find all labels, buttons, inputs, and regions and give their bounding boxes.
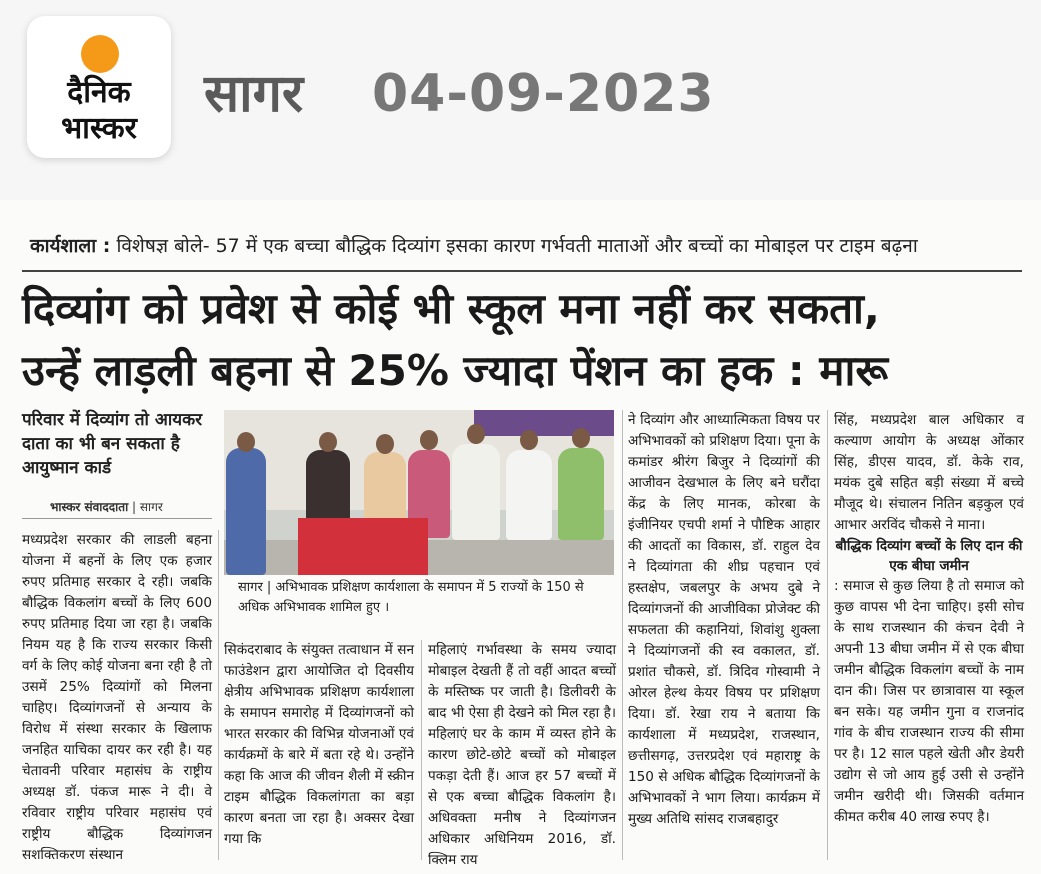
column-4-text: ने दिव्यांग और आध्यात्मिकता विषय पर अभिभावकों को प्रशिक्षण दिया। पूना के कमांडर श्रीरंग बिजुर ने दिव्यांगों की आजीवन देखभाल के लिए बने घरौंदा केंद्र के लिए मानक, कोरबा के इंजीनियर एचपी शर्मा ने पौष्टिक आहार की आदतों का विकास, डॉ. राहुल देव ने दिव्यांगता की शीघ्र पहचान एवं हस्तक्षेप, जबलपुर के अभय दुबे ने दिव्यांगजनों की आजीविका प्रोजेक्ट की सफलता की कहानियां, शिवांशु शुक्ला ने दिव्यांगजनों की स्व वकालत, डॉ. प्रशांत चौकसे, डॉ. त्रिदिव गोस्वामी ने ओरल हेल्थ केयर विषय पर प्रशिक्षण दिया। डॉ. रेखा राय ने बताया कि कार्यशाला में मध्यप्रदेश, राजस्थान, छत्तीसगढ़, उत्तरप्रदेश एवं महाराष्ट्र के 150 से अधिक बौद्धिक दिव्यांगजनों के अभिभावकों ने भाग लिया। कार्यक्रम में मुख्य अतिथि सांसद राजबहादुर bbox=[628, 412, 820, 827]
byline-place: | सागर bbox=[132, 500, 163, 514]
column-5-text-a: सिंह, मध्यप्रदेश बाल अधिकार व कल्याण आयोग के अध्यक्ष ओंकार सिंह, डीएस यादव, डॉ. केके राव, मयंक दुबे सहित बड़ी संख्या में बच्चे मौजूद थे। संचालन नितिन बड़कुल एवं आभार अरविंद चौकसे ने माना। bbox=[834, 412, 1024, 533]
person-head bbox=[572, 428, 590, 448]
kicker-rule bbox=[22, 270, 1022, 272]
person-figure bbox=[558, 448, 604, 540]
article-kicker bbox=[30, 232, 1020, 260]
column-5-subhead: बौद्धिक दिव्यांग बच्चों के लिए दान की एक बीघा जमीन bbox=[835, 538, 1023, 574]
page-header bbox=[0, 0, 1041, 200]
article-column-1 bbox=[22, 530, 212, 866]
person-figure bbox=[226, 448, 266, 575]
sun-icon bbox=[81, 35, 119, 73]
column-5-text-b: : समाज से कुछ लिया है तो समाज को कुछ वापस भी देना चाहिए। इसी सोच के साथ राजस्थान की कंचन देवी ने अपनी 13 बीघा जमीन में से एक बीघा जमीन बौद्धिक विकलांग बच्चों के नाम दान की। जिस पर छात्रावास या स्कूल बन सके। यह जमीन गुना व राजनांद गांव के बीच राजस्थान राज्य की सीमा पर है। 12 साल पहले खेती और डेयरी उद्योग से जो आय हुई उसी से उन्होंने जमीन खरीदी थी। जिसकी वर्तमान कीमत करीब 40 लाख रुपए है। bbox=[834, 578, 1024, 825]
photo-caption: सागर | अभिभावक प्रशिक्षण कार्यशाला के समापन में 5 राज्यों के 150 से अधिक अभिभावक शामिल हुए । bbox=[238, 580, 584, 615]
person-head bbox=[520, 430, 538, 450]
logo-line-2: भास्कर bbox=[61, 111, 137, 146]
red-table bbox=[298, 518, 428, 575]
byline-name: भास्कर संवाददाता bbox=[50, 500, 129, 514]
article-column-4 bbox=[628, 410, 820, 830]
event-photo bbox=[224, 410, 614, 575]
headline-line-1: दिव्यांग को प्रवेश से कोई भी स्कूल मना नहीं कर सकता, bbox=[22, 284, 880, 333]
person-head bbox=[467, 424, 485, 444]
person-head bbox=[319, 432, 337, 452]
person-head bbox=[420, 430, 438, 450]
subheadline: परिवार में दिव्यांग तो आयकर दाता का भी बन सकता है आयुष्मान कार्ड bbox=[22, 410, 203, 478]
byline-rule bbox=[22, 518, 212, 519]
person-figure bbox=[452, 444, 500, 540]
kicker-label: कार्यशाला : bbox=[30, 235, 111, 257]
kicker-text: विशेषज्ञ बोले- 57 में एक बच्चा बौद्धिक दिव्यांग इसका कारण गर्भवती माताओं और बच्चों का मोबाइल पर टाइम बढ़ना bbox=[116, 235, 918, 257]
photo-banner bbox=[474, 410, 614, 436]
edition-date: 04-09-2023 bbox=[372, 64, 715, 124]
column-divider bbox=[218, 530, 219, 860]
article-column-5 bbox=[834, 410, 1024, 828]
column-divider bbox=[421, 640, 422, 860]
person-figure bbox=[506, 450, 552, 540]
column-1-text: मध्यप्रदेश सरकार की लाडली बहना योजना में बहनों के लिए एक हजार रुपए प्रतिमाह सरकार दे रही। जबकि बौद्धिक विकलांग बच्चों के लिए 600 रुपए प्रतिमाह दिया जा रहा है। जबकि नियम यह है कि राज्य सरकार किसी वर्ग के लिए कोई योजना बना रही है तो उसमें 25% दिव्यांगों को मिलना चाहिए। दिव्यांगजनों से अन्याय के विरोध में संस्था सरकार के खिलाफ जनहित याचिका दायर कर रही है। यह चेतावनी परिवार महासंघ के राष्ट्रीय अध्यक्ष डॉ. पंकज मारू ने दी। वे रविवार राष्ट्रीय परिवार महासंघ एवं राष्ट्रीय बौद्धिक दिव्यांगजन सशक्तिकरण संस्थान bbox=[22, 532, 212, 863]
article-column-3 bbox=[428, 640, 616, 871]
logo-line-1: दैनिक bbox=[67, 75, 131, 110]
dainik-bhaskar-logo bbox=[27, 16, 171, 158]
article-column-2 bbox=[224, 640, 414, 850]
column-divider bbox=[622, 410, 623, 860]
column-3-text: महिलाएं गर्भावस्था के समय ज्यादा मोबाइल देखती हैं तो वहीं आदत बच्चों के मस्तिष्क पर जाती है। डिलीवरी के बाद भी ऐसा ही देखने को मिल रहा है। महिलाएं घर के काम में व्यस्त होने के कारण छोटे-छोटे बच्चों को मोबाइल पकड़ा देती हैं। आज हर 57 बच्चों में से एक बच्चा बौद्धिक विकलांग है। अधिवक्ता मनीष ने दिव्यांगजन अधिकार अधिनियम 2016, डॉ. क्लिम राय bbox=[428, 642, 616, 868]
person-head bbox=[237, 432, 255, 452]
byline bbox=[50, 498, 163, 515]
column-2-text: सिकंदराबाद के संयुक्त तत्वाधान में सन फाउंडेशन द्वारा आयोजित दो दिवसीय क्षेत्रीय अभिभावक प्रशिक्षण कार्यशाला के समापन समारोह में दिव्यांगजनों को भारत सरकार की विभिन्न योजनाओं एवं कार्यक्रमों के बारे में बता रहे थे। उन्होंने कहा कि आज की जीवन शैली में स्क्रीन टाइम बौद्धिक विकलांगता का बड़ा कारण बनता जा रहा है। अक्सर देखा गया कि bbox=[224, 642, 414, 847]
person-head bbox=[376, 434, 394, 454]
column-divider bbox=[827, 410, 828, 860]
headline-line-2: उन्हें लाड़ली बहना से 25% ज्यादा पेंशन का हक : मारू bbox=[22, 346, 888, 395]
edition-city: सागर bbox=[204, 64, 304, 124]
